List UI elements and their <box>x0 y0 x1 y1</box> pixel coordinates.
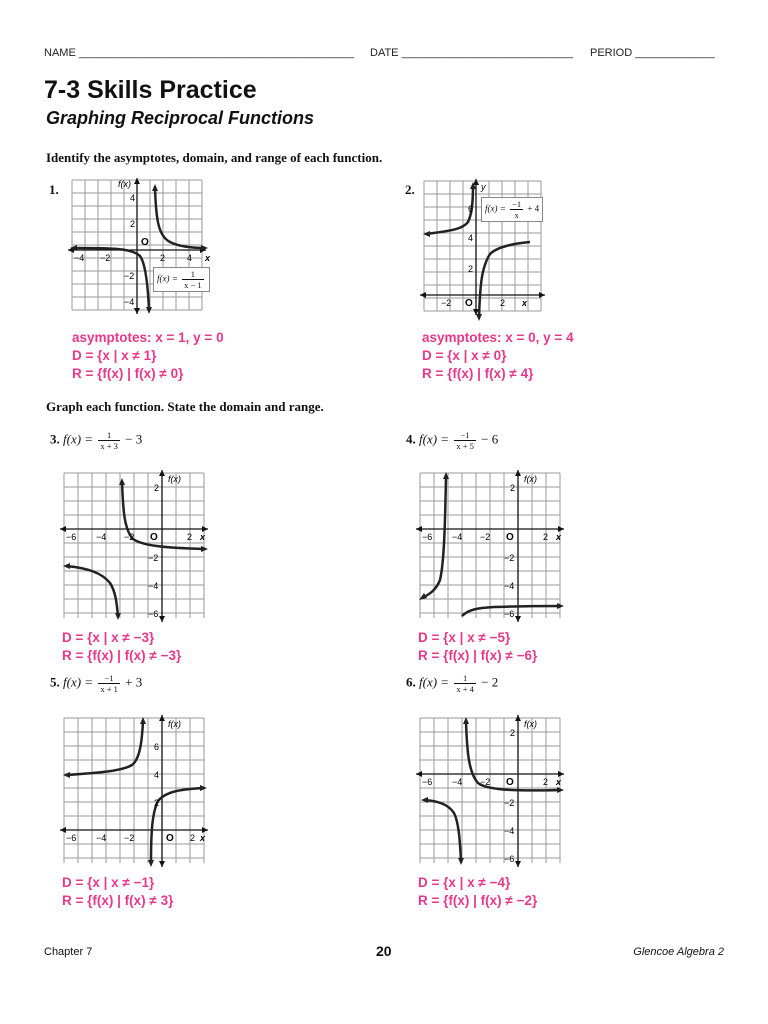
grid <box>64 473 204 618</box>
fn-tail: − 6 <box>477 431 499 447</box>
name-field[interactable] <box>44 47 354 59</box>
problem-5-equation <box>50 673 142 694</box>
x-axis-label: x <box>205 253 211 263</box>
answer-domain: D = {x | x ≠ −1} <box>62 875 155 890</box>
origin-label: O <box>465 298 473 309</box>
tick-y4: 4 <box>468 233 474 243</box>
answer-range: R = {f(x) | f(x) ≠ −2} <box>418 893 538 908</box>
tick-y2: 2 <box>154 798 160 808</box>
fn-fraction <box>182 269 204 290</box>
answer-range: R = {f(x) | f(x) ≠ −6} <box>418 648 538 663</box>
problem-1-answers <box>72 329 224 383</box>
tick-xm6: −6 <box>422 532 433 542</box>
answer-asymptotes: asymptotes: x = 0, y = 4 <box>422 330 574 345</box>
period-field[interactable] <box>590 47 715 59</box>
tick-ym2: −2 <box>148 553 159 563</box>
instruction-graph: Graph each function. State the domain and range. <box>46 399 324 414</box>
fn-fraction <box>454 430 476 451</box>
fn-label: f(x) = <box>63 431 97 447</box>
page-title: 7-3 Skills Practice <box>44 76 257 104</box>
tick-x2: 2 <box>543 777 549 787</box>
tick-ym6: −6 <box>504 609 515 619</box>
fn-fraction <box>98 430 120 451</box>
problem-2-function-box <box>481 197 543 222</box>
y-axis-label: f(x) <box>168 474 181 484</box>
fn-numerator: −1 <box>512 199 522 209</box>
tick-ym6: −6 <box>148 609 159 619</box>
tick-y2: 2 <box>510 728 516 738</box>
fn-tail: + 4 <box>525 203 540 214</box>
problem-1-number: 1. <box>49 182 59 197</box>
problem-4-answers <box>418 629 537 665</box>
name-label: NAME <box>44 47 76 59</box>
problem-4-graph <box>414 468 569 624</box>
origin-label: O <box>141 237 149 248</box>
fn-numerator: 1 <box>182 269 204 280</box>
tick-ym2: −2 <box>124 271 135 281</box>
problem-1-graph <box>60 178 230 318</box>
tick-y4: 4 <box>130 193 136 203</box>
name-blank: _____________________________________________ <box>78 47 355 59</box>
problem-6-graph <box>414 713 569 869</box>
footer-page-number: 20 <box>376 943 392 959</box>
fn-numerator: 1 <box>454 673 476 684</box>
period-label: PERIOD <box>590 47 633 59</box>
x-axis-label: x <box>522 298 528 308</box>
y-axis-label: f(x) <box>524 474 537 484</box>
fn-denominator: x + 5 <box>456 441 474 451</box>
tick-xm4: −4 <box>452 777 463 787</box>
problem-6-answers <box>418 874 537 910</box>
fn-denominator: x − 1 <box>184 280 202 290</box>
tick-y2: 2 <box>510 483 516 493</box>
answer-asymptotes: asymptotes: x = 1, y = 0 <box>72 330 224 345</box>
date-label: DATE <box>370 47 399 59</box>
y-axis-label: y <box>481 182 486 192</box>
tick-xm2: −2 <box>441 298 452 308</box>
tick-xm2: −2 <box>124 833 135 843</box>
answer-domain: D = {x | x ≠ 0} <box>422 348 507 363</box>
y-axis-label: f(x) <box>118 179 131 189</box>
problem-1-function-box <box>153 267 210 292</box>
answer-domain: D = {x | x ≠ −4} <box>418 875 511 890</box>
tick-xm2: −2 <box>124 532 135 542</box>
grid <box>420 473 560 618</box>
tick-ym4: −4 <box>504 826 515 836</box>
origin-label: O <box>166 833 174 844</box>
tick-xm6: −6 <box>66 532 77 542</box>
problem-4-number: 4. <box>406 431 416 447</box>
tick-xm4: −4 <box>96 833 107 843</box>
tick-xm2: −2 <box>100 253 111 263</box>
problem-3-answers <box>62 629 181 665</box>
fn-tail: − 2 <box>477 674 499 690</box>
tick-xm2: −2 <box>480 777 491 787</box>
tick-y2: 2 <box>130 219 136 229</box>
x-axis-label: x <box>556 532 562 542</box>
answer-domain: D = {x | x ≠ −3} <box>62 630 155 645</box>
fn-label: f(x) = <box>419 431 453 447</box>
fn-denominator: x + 1 <box>100 684 118 694</box>
problem-2-answers <box>422 329 574 383</box>
instruction-identify: Identify the asymptotes, domain, and range of each function. <box>46 150 383 165</box>
problem-5-number: 5. <box>50 674 60 690</box>
fn-denominator: x + 3 <box>100 441 118 451</box>
tick-xm4: −4 <box>74 253 85 263</box>
fn-denominator: x + 4 <box>456 684 474 694</box>
problem-4-equation <box>406 430 498 451</box>
answer-domain: D = {x | x ≠ 1} <box>72 348 157 363</box>
page-subtitle: Graphing Reciprocal Functions <box>46 108 315 128</box>
fn-label: f(x) = <box>63 674 97 690</box>
fn-label: f(x) = <box>157 273 181 284</box>
problem-3-graph <box>58 468 213 624</box>
origin-label: O <box>506 777 514 788</box>
fn-numerator: −1 <box>454 430 476 441</box>
tick-ym4: −4 <box>148 581 159 591</box>
problem-6-number: 6. <box>406 674 416 690</box>
x-axis-label: x <box>556 777 562 787</box>
problem-2-number: 2. <box>405 182 415 197</box>
tick-xm6: −6 <box>422 777 433 787</box>
answer-range: R = {f(x) | f(x) ≠ 3} <box>62 893 174 908</box>
fn-denominator: x <box>514 210 519 220</box>
fn-tail: + 3 <box>121 674 143 690</box>
tick-xm4: −4 <box>96 532 107 542</box>
footer-book: Glencoe Algebra 2 <box>633 946 724 958</box>
tick-y4: 4 <box>154 770 160 780</box>
tick-x4: 4 <box>187 253 193 263</box>
fn-label: f(x) = <box>485 203 509 214</box>
fn-fraction <box>510 199 523 220</box>
footer-chapter: Chapter 7 <box>44 946 93 958</box>
tick-ym4: −4 <box>124 297 135 307</box>
tick-xm2: −2 <box>480 532 491 542</box>
tick-x2: 2 <box>190 833 196 843</box>
tick-x2: 2 <box>500 298 506 308</box>
tick-y6: 6 <box>154 742 160 752</box>
fn-fraction <box>98 673 120 694</box>
fn-fraction <box>454 673 476 694</box>
date-blank: ____________________________ <box>401 47 573 59</box>
y-axis-label: f(x) <box>168 719 181 729</box>
answer-range: R = {f(x) | f(x) ≠ 0} <box>72 366 184 381</box>
date-field[interactable] <box>370 47 573 59</box>
problem-3-equation <box>50 430 142 451</box>
answer-domain: D = {x | x ≠ −5} <box>418 630 511 645</box>
tick-ym6: −6 <box>504 854 515 864</box>
problem-5-answers <box>62 874 173 910</box>
fn-numerator: −1 <box>98 673 120 684</box>
tick-ym2: −2 <box>504 553 515 563</box>
tick-ym4: −4 <box>504 581 515 591</box>
fn-numerator: 1 <box>98 430 120 441</box>
tick-y2: 2 <box>468 264 474 274</box>
x-axis-label: x <box>200 532 206 542</box>
tick-y6: 6 <box>468 204 474 214</box>
tick-y2: 2 <box>154 483 160 493</box>
tick-xm6: −6 <box>66 833 77 843</box>
problem-6-equation <box>406 673 498 694</box>
problem-5-graph <box>58 713 213 869</box>
y-axis-label: f(x) <box>524 719 537 729</box>
period-blank: _____________ <box>635 47 715 59</box>
tick-x2: 2 <box>160 253 166 263</box>
tick-x2: 2 <box>543 532 549 542</box>
tick-x2: 2 <box>187 532 193 542</box>
tick-xm4: −4 <box>452 532 463 542</box>
origin-label: O <box>150 532 158 543</box>
fn-tail: − 3 <box>121 431 143 447</box>
problem-3-number: 3. <box>50 431 60 447</box>
fn-label: f(x) = <box>419 674 453 690</box>
tick-ym2: −2 <box>504 798 515 808</box>
origin-label: O <box>506 532 514 543</box>
x-axis-label: x <box>200 833 206 843</box>
answer-range: R = {f(x) | f(x) ≠ 4} <box>422 366 534 381</box>
answer-range: R = {f(x) | f(x) ≠ −3} <box>62 648 182 663</box>
